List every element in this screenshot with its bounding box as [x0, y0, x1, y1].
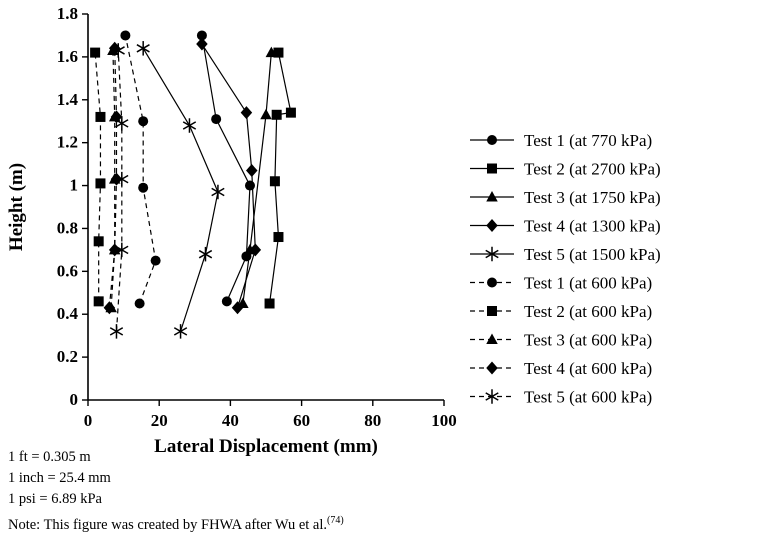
series-4 — [196, 38, 261, 315]
series-1 — [197, 30, 255, 306]
legend-item — [470, 302, 652, 321]
x-axis-label: Lateral Displacement (mm) — [154, 436, 378, 457]
legend-item — [470, 388, 652, 407]
note-line-3: 1 psi = 6.89 kPa — [8, 491, 102, 507]
x-tick-label: 40 — [221, 411, 239, 430]
note-line-4 — [8, 510, 748, 536]
y-tick-label: 1.6 — [56, 46, 78, 66]
legend-label: Test 2 (at 2700 kPa) — [524, 159, 661, 179]
legend-label: Test 3 (at 600 kPa) — [524, 330, 653, 350]
legend-label: Test 2 (at 600 kPa) — [524, 302, 653, 321]
y-tick-label: 1 — [69, 175, 78, 195]
series-6 — [120, 30, 160, 308]
note-line-4-text: Note: This figure was created by FHWA after Wu et al. — [8, 516, 327, 533]
figure-notes — [8, 447, 748, 536]
legend-label: Test 3 (at 1750 kPa) — [524, 188, 661, 207]
legend-label: Test 5 (at 1500 kPa) — [524, 245, 661, 264]
series-7 — [90, 48, 105, 307]
x-tick-label: 0 — [83, 411, 93, 430]
legend-label: Test 1 (at 600 kPa) — [524, 273, 653, 293]
legend-item — [470, 131, 652, 150]
series-5 — [137, 41, 224, 339]
y-tick-label: 1.8 — [56, 4, 78, 23]
legend-label: Test 4 (at 1300 kPa) — [524, 216, 661, 236]
x-tick-label: 60 — [293, 411, 311, 430]
y-tick-label: 1.4 — [56, 89, 78, 109]
note-line-1: 1 ft = 0.305 m — [8, 449, 91, 465]
y-tick-label: 0.6 — [56, 261, 78, 281]
x-tick-label: 20 — [150, 411, 168, 430]
legend-item — [470, 188, 661, 207]
legend-item — [470, 331, 652, 350]
series-2 — [265, 48, 296, 309]
x-tick-label: 100 — [431, 411, 457, 430]
legend-label: Test 1 (at 770 kPa) — [524, 131, 653, 150]
y-tick-label: 0.4 — [56, 304, 78, 324]
series-10 — [110, 43, 128, 338]
legend-item — [470, 245, 661, 264]
legend-label: Test 4 (at 600 kPa) — [524, 359, 653, 378]
legend-item — [470, 274, 652, 293]
legend-item — [470, 217, 661, 236]
x-tick-label: 80 — [364, 411, 382, 430]
note-line-2: 1 inch = 25.4 mm — [8, 470, 111, 486]
y-axis-label: Height (m) — [6, 162, 27, 252]
y-tick-label: 0.2 — [56, 347, 78, 367]
legend-item — [470, 160, 661, 179]
y-tick-label: 1.2 — [56, 132, 78, 152]
y-tick-label: 0 — [69, 390, 78, 409]
note-reference: (74) — [327, 515, 344, 526]
legend-label: Test 5 (at 600 kPa) — [524, 387, 653, 407]
y-tick-label: 0.8 — [56, 218, 78, 238]
legend-item — [470, 359, 652, 378]
